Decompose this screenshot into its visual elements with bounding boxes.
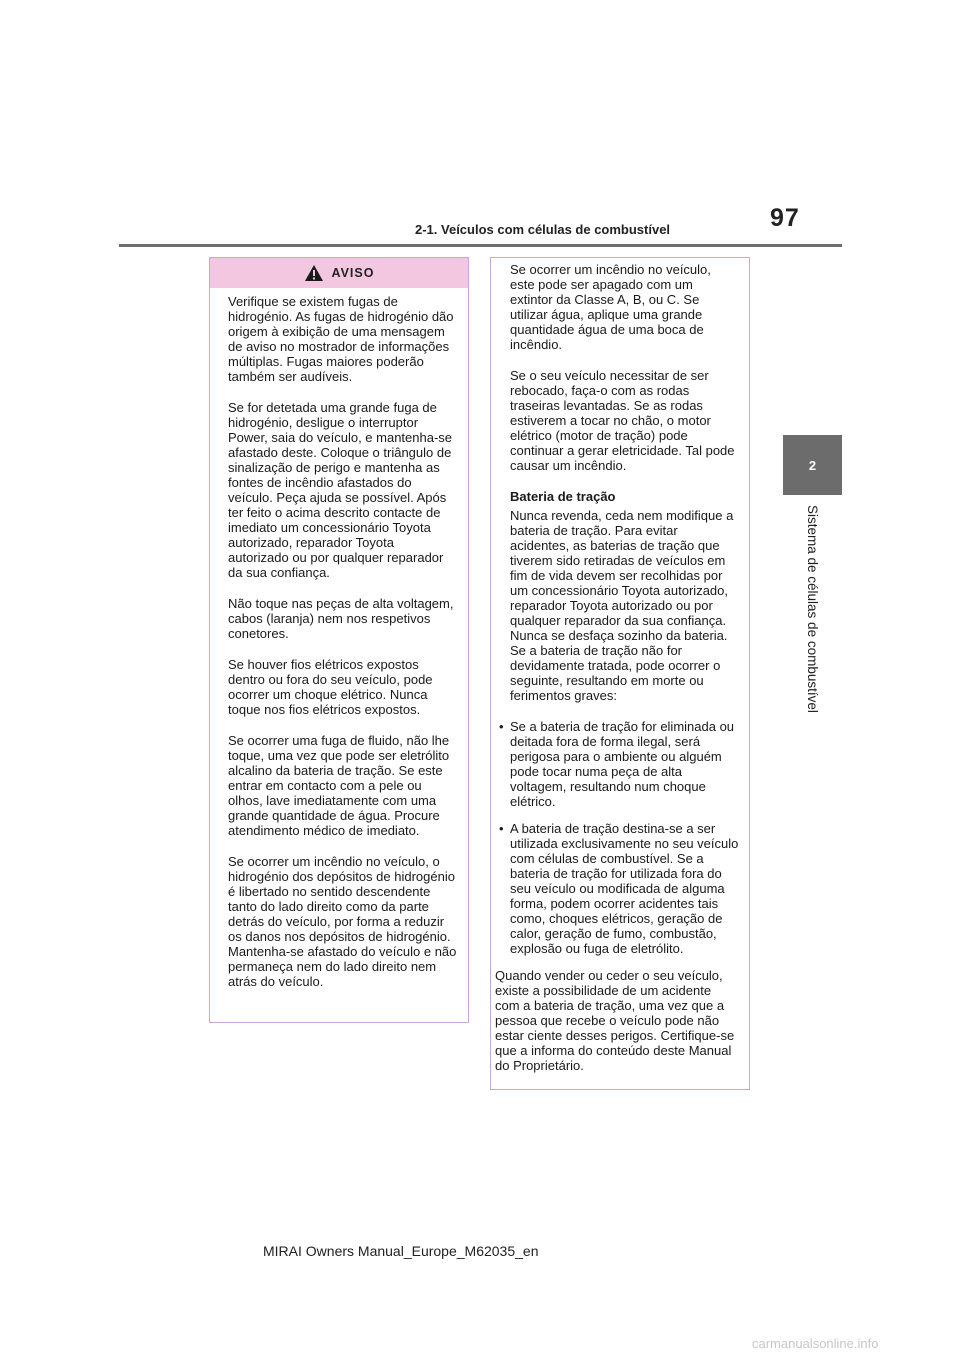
page-number: 97 xyxy=(770,204,800,232)
chapter-tab[interactable] xyxy=(783,435,842,495)
warning-box-left xyxy=(209,257,469,1023)
battery-subheading: Bateria de tração xyxy=(510,489,616,504)
warning-paragraph: Verifique se existem fugas de hidrogénio. As fugas de hidrogénio dão origem à exibição de uma mensagem de aviso no mostrador de informações múltiplas. Fugas maiores poderão também ser audíveis. xyxy=(228,294,454,384)
warning-paragraph: Se for detetada uma grande fuga de hidrogénio, desligue o interruptor Power, saia do veículo, e mantenha-se afastado deste. Coloque o triângulo de sinalização de perigo e mantenha as fontes de incêndio afastados do veículo. Peça ajuda se possível. Após ter feito o acima descrito contacte de imediato um concessionário Toyota autorizado, reparador Toyota autorizado ou por qualquer reparador da sua confiança. xyxy=(228,400,453,580)
battery-paragraph: Nunca revenda, ceda nem modifique a bateria de tração. Para evitar acidentes, as baterias de tração que tiverem sido retiradas de veículos em fim de vida devem ser recolhidas por um concessionário Toyota autorizado, reparador Toyota autorizado ou por qualquer reparador da sua confiança. Nunca se desfaça sozinho da bateria. Se a bateria de tração não for devidamente tratada, pode ocorrer o seguinte, resultando em morte ou ferimentos graves: xyxy=(510,508,734,703)
watermark: carmanualsonline.info xyxy=(752,1336,879,1351)
section-title: 2-1. Veículos com células de combustível xyxy=(415,222,671,237)
footer-text: MIRAI Owners Manual_Europe_M62035_en xyxy=(263,1243,539,1259)
warning-triangle-icon xyxy=(304,264,324,282)
header-divider xyxy=(119,244,842,247)
warning-paragraph: Se ocorrer um incêndio no veículo, o hidrogénio dos depósitos de hidrogénio é libertado no sentido descendente tanto do lado direito como da parte detrás do veículo, por forma a reduzir os danos nos depósitos de hidrogénio. Mantenha-se afastado do veículo e não permaneça nem do lado direito nem atrás do veículo. xyxy=(228,854,457,989)
bullet-marker: • xyxy=(499,821,504,836)
warning-box-right xyxy=(490,257,750,1090)
bullet-text: A bateria de tração destina-se a ser utilizada exclusivamente no seu veículo com células de combustível. Se a bateria de tração for utilizada fora do seu veículo ou modificada de alguma forma, podem ocorrer acidentes tais como, choques elétricos, geração de calor, geração de fumo, combustão, explosão ou fuga de eletrólito. xyxy=(510,821,739,956)
warning-content-right xyxy=(491,258,749,1073)
bullet-marker: • xyxy=(499,719,504,734)
warning-label: AVISO xyxy=(331,266,375,280)
warning-paragraph: Se ocorrer um incêndio no veículo, este pode ser apagado com um extintor da Classe A, B, ou C. Se utilizar água, aplique uma grande quantidade água de uma boca de incêndio. xyxy=(510,262,711,352)
warning-paragraph: Não toque nas peças de alta voltagem, cabos (laranja) nem nos respetivos conetores. xyxy=(228,596,454,641)
warning-header xyxy=(210,258,468,288)
warning-paragraph: Se o seu veículo necessitar de ser rebocado, faça-o com as rodas traseiras levantadas. Se as rodas estiverem a tocar no chão, o motor elétrico (motor de tração) pode continuar a gerar eletricidade. Tal pode causar um incêndio. xyxy=(510,368,735,473)
chapter-number: 2 xyxy=(808,457,817,473)
chapter-side-title: Sistema de células de combustível xyxy=(805,505,820,713)
bullet-item xyxy=(495,821,739,956)
bullet-item xyxy=(495,719,739,809)
bullet-text: Se a bateria de tração for eliminada ou deitada fora de forma ilegal, será perigosa para o ambiente ou alguém pode tocar numa peça de alta voltagem, resultando num choque elétrico. xyxy=(510,719,735,809)
closing-paragraph: Quando vender ou ceder o seu veículo, existe a possibilidade de um acidente com a bateria de tração, uma vez que a pessoa que recebe o veículo pode não estar ciente desses perigos. Certifique-se que a informa do conteúdo deste Manual do Proprietário. xyxy=(495,968,735,1073)
warning-content-left xyxy=(210,288,468,989)
warning-paragraph: Se houver fios elétricos expostos dentro ou fora do seu veículo, pode ocorrer um choque elétrico. Nunca toque nos fios elétricos expostos. xyxy=(228,657,433,717)
warning-paragraph: Se ocorrer uma fuga de fluido, não lhe toque, uma vez que pode ser eletrólito alcalino da bateria de tração. Se este entrar em contacto com a pele ou olhos, lave imediatamente com uma grande quantidade de água. Procure atendimento médico de imediato. xyxy=(228,733,450,838)
